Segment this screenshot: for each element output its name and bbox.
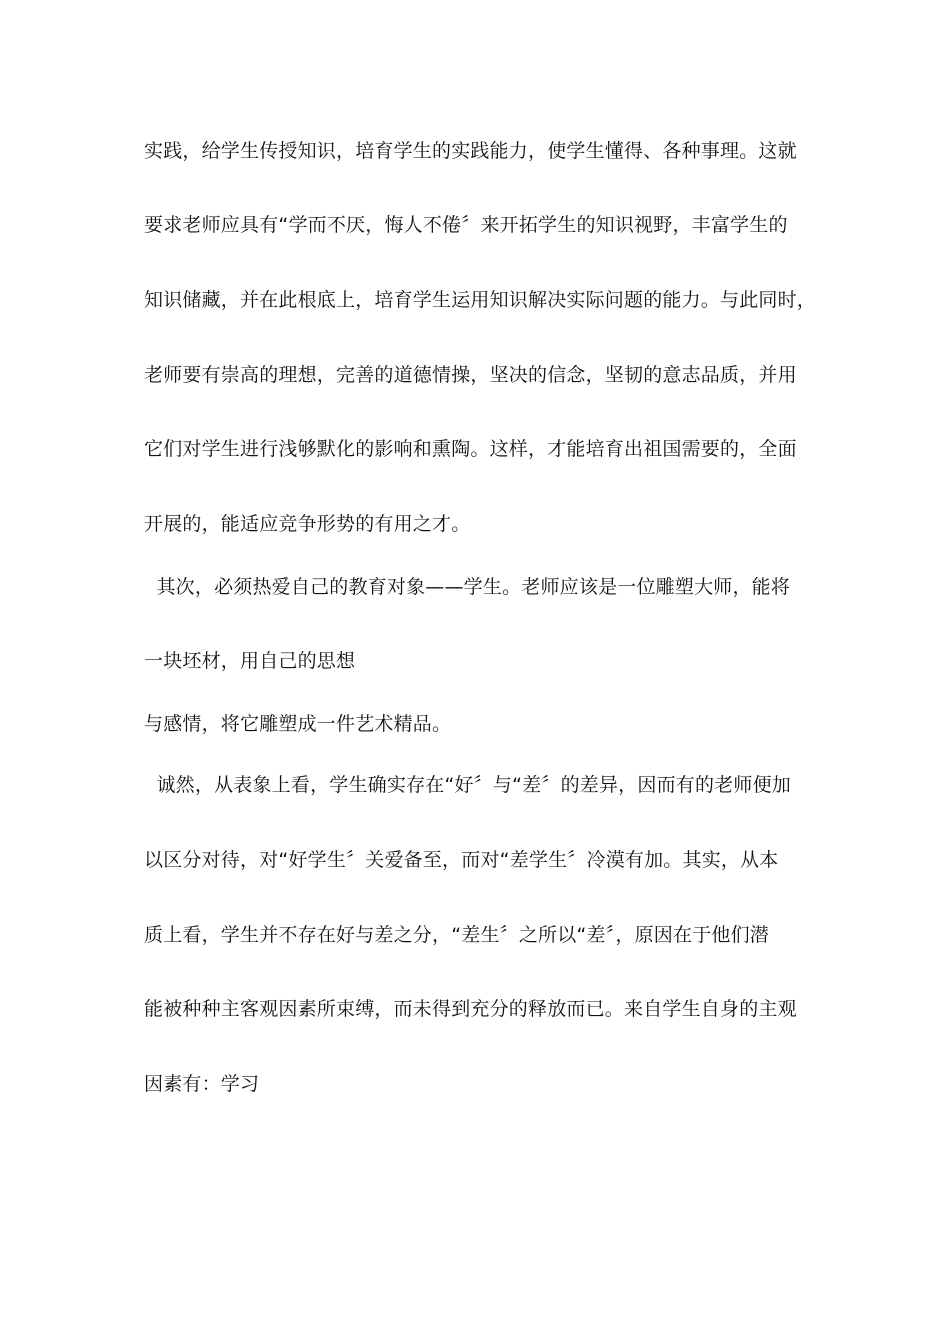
text-line: 其次，必须热爱自己的教育对象——学生。老师应该是一位雕塑大师，能将 [144, 576, 791, 598]
text-line: 要求老师应具有“学而不厌，悔人不倦〞来开拓学生的知识视野，丰富学生的 [144, 214, 788, 236]
text-line: 以区分对待，对“好学生〞关爱备至，而对“差学生〞冷漠有加。其实，从本 [144, 849, 779, 871]
text-line: 质上看，学生并不存在好与差之分，“差生〞之所以“差〞，原因在于他们潜 [144, 924, 769, 946]
text-line: 与感情，将它雕塑成一件艺术精品。 [144, 713, 452, 735]
text-line: 一块坯材，用自己的思想 [144, 650, 356, 672]
text-line: 它们对学生进行浅够默化的影响和熏陶。这样，才能培育出祖国需要的，全面 [144, 438, 797, 460]
text-line: 开展的，能适应竞争形势的有用之才。 [144, 513, 471, 535]
text-line: 实践，给学生传授知识，培育学生的实践能力，使学生懂得、各种事理。这就 [144, 140, 797, 162]
text-line: 能被种种主客观因素所束缚，而未得到充分的释放而已。来自学生自身的主观 [144, 998, 797, 1020]
text-line: 因素有：学习 [144, 1073, 260, 1095]
text-line: 知识储藏，并在此根底上，培育学生运用知识解决实际问题的能力。与此同时， [144, 289, 817, 311]
text-line: 诚然，从表象上看，学生确实存在“好〞与“差〞的差异，因而有的老师便加 [144, 774, 791, 796]
text-line: 老师要有崇高的理想，完善的道德情操，坚决的信念，坚韧的意志品质，并用 [144, 364, 797, 386]
